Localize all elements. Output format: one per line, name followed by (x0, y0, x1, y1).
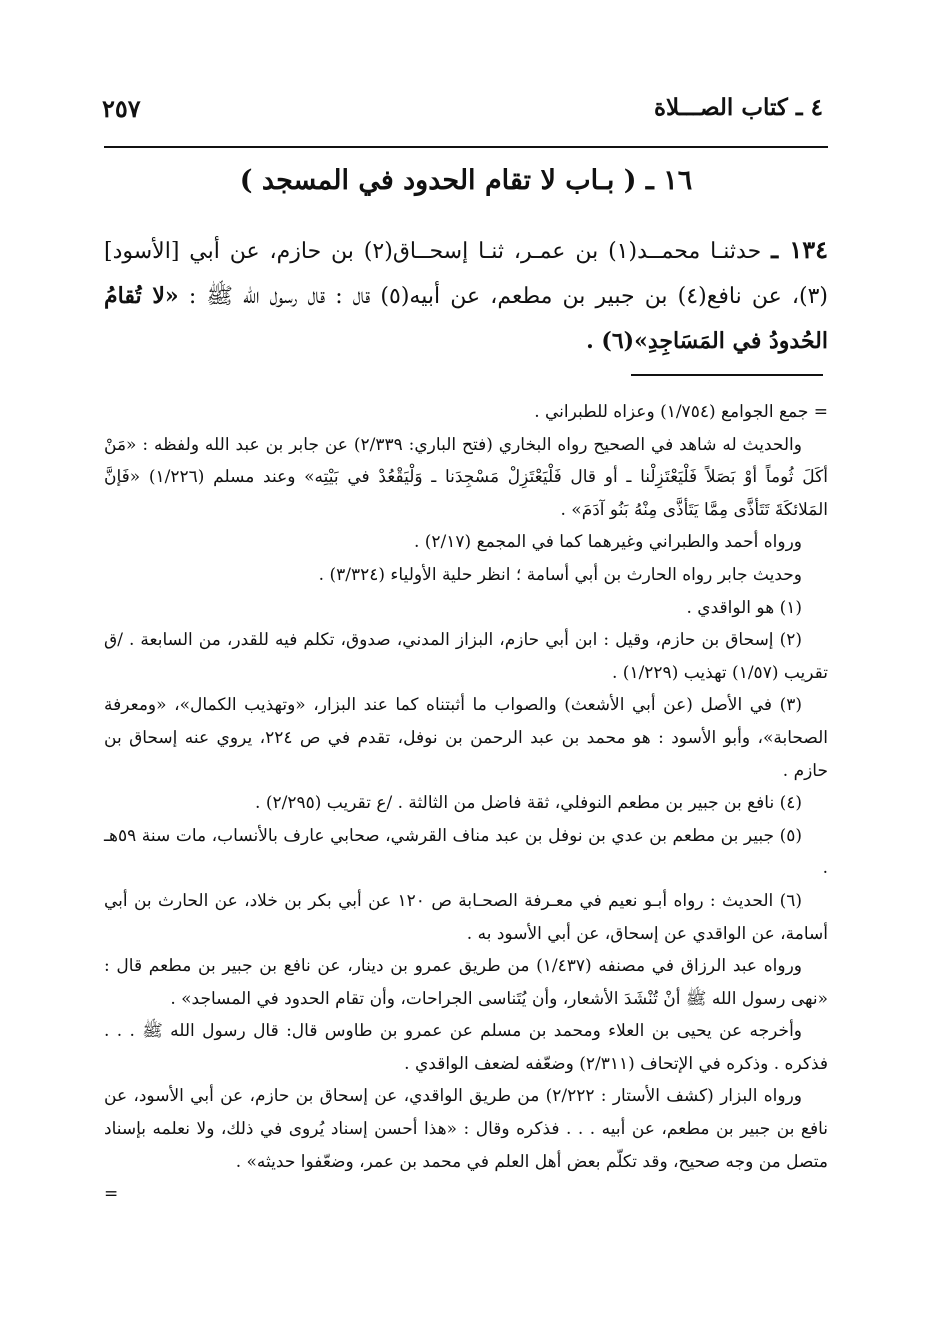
footnote-6-continued: ورواه عبد الرزاق في مصنفه (١/٤٣٧) من طريق عمرو بن دينار، عن نافع بن جبير بن مطعم قال : «نهى رسول الله ﷺ أنْ تُنْشَدَ الأشعار، وأن يُتَناسى الجراحات، وأن تقام الحدود في المساجد» . (104, 956, 828, 1009)
footnote-6: (٦) الحديث : رواه أبـو نعيم في معـرفة الصحـابة ص ١٢٠ عن أبي بكر بن خلاد، عن الحارث بن أبي أسامة، عن الواقدي عن إسحاق، عن أبي الأسود به . (104, 890, 828, 944)
footnote-6-continued: وأخرجه عن يحيى بن العلاء ومحمد بن مسلم عن عمرو بن طاوس قال: قال رسول الله ﷺ . . . فذكره . وذكره في الإتحاف (٢/٣١١) وضعّفه لضعف الواقدي . (104, 1021, 828, 1074)
footnote-1: (١) هو الواقدي . (686, 597, 802, 618)
footnote-divider (631, 374, 823, 376)
continuation-mark: = (813, 402, 828, 422)
header-divider (104, 146, 828, 148)
footnote-line: ورواه أحمد والطبراني وغيرهما كما في المجمع (٢/١٧) . (413, 532, 802, 553)
footnote-6-continued: ورواه البزار (كشف الأستار : ٢/٢٢٢) من طريق الواقدي، عن إسحاق بن حازم، عن أبي الأسود، عن نافع بن جبير بن مطعم، عن أبيه . . . فذكره وقال : «هذا أحسن إسناد يُروى في ذلك، ولا نعلمه بإسناد متصل من وجه صحيح، وقد تكلّم بعض أهل العلم في محمد بن عمر، وضعّفوا حديثه» . (104, 1086, 828, 1172)
footnote-line: وحديث جابر رواه الحارث بن أبي أسامة ؛ انظر حلية الأولياء (٣/٣٢٤) . (318, 564, 802, 585)
footnote-4: (٤) نافع بن جبير بن مطعم النوفلي، ثقة فاضل من الثالثة . /ع تقريب (٢/٢٩٥) . (255, 793, 802, 814)
footnote-line: = جمع الجوامع (١/٧٥٤) وعزاه للطبراني . (534, 402, 828, 422)
footnote-2: (٢) إسحاق بن حازم، وقيل : ابن أبي حازم، البزاز المدني، صدوق، تكلم فيه للقدر، من السابعة . /ق تقريب (١/٥٧) تهذيب (١/٢٢٩) . (104, 630, 828, 683)
footnote-3: (٣) في الأصل (عن أبي الأشعث) والصواب ما أثبتناه كما عند البزار، «وتهذيب الكمال»، «ومعرفة الصحابة»، وأبو الأسود : هو محمد بن عبد الرحمن بن نوفل، تقدم في ص ٢٢٤، يروي عنه إسحاق بن حازم . (104, 695, 828, 781)
footnotes (104, 396, 828, 1211)
trailing-continuation-mark: = (104, 1184, 119, 1205)
hadith-number: ١٣٤ ـ (771, 235, 829, 264)
hadith-isnad: حدثنـا محمــد(١) بن عمـر، ثنـا إسحــاق(٢) بن حازم، عن أبي [الأسود](٣)، عن نافع(٤) بن جبير بن مطعم، عن أبيه(٥) قال : قال رسول الله ﷺ : (104, 239, 828, 309)
chapter-title: ١٦ ـ ( بـاب لا تقام الحدود في المسجد ) (239, 165, 693, 196)
running-header-title: ٤ ـ كتاب الصـــلاة (653, 94, 823, 121)
hadith-matn: «لا تُقامُ الحُدودُ في المَسَاجِدِ»(٦) . (104, 283, 828, 354)
page-number: ٢٥٧ (102, 94, 141, 123)
footnote-5: (٥) جبير بن مطعم بن عدي بن نوفل بن عبد مناف القرشي، صحابي عارف بالأنساب، مات سنة ٥٩هـ . (104, 825, 828, 879)
hadith-text (104, 228, 828, 364)
footnote-line: والحديث له شاهد في الصحيح رواه البخاري (فتح الباري: ٢/٣٣٩) عن جابر بن عبد الله ولفظه : «مَنْ أكَلَ ثُوماً أوْ بَصَلاً فَلْيَعْتَزِلْنا ـ أو قال فَلْيَعْتَزِلْ مَسْجِدَنا ـ وَلْيَقْعُدْ في بَيْتِه» وعند مسلم (١/٢٢٦) «فَإنَّ المَلائكَةَ تَتَأذَّى مِمَّا يَتَأذَّى مِنْهُ بَنُو آدَمَ» . (104, 434, 828, 520)
